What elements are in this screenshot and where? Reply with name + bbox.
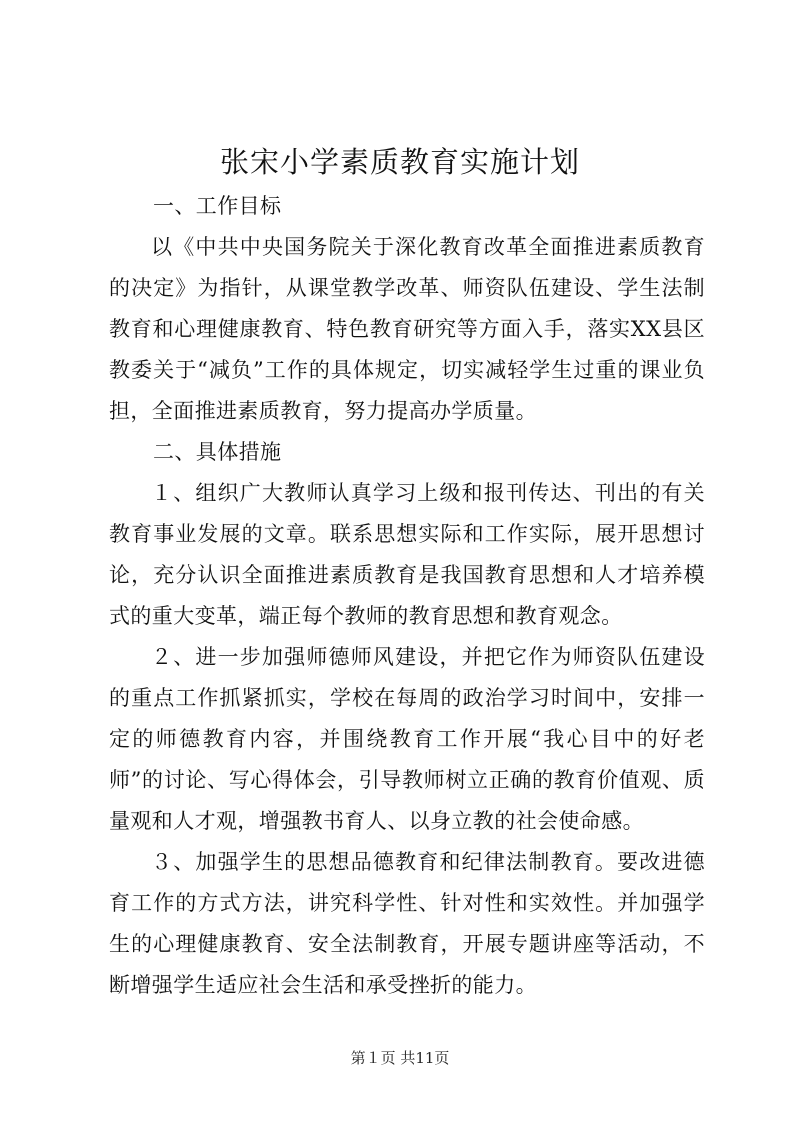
paragraph-measure-1: １、组织广大教师认真学习上级和报刊传达、刊出的有关教育事业发展的文章。联系思想实际和工作实际，展开思想讨论，充分认识全面推进素质教育是我国教育思想和人才培养模式的重大变革，端正每个教师的教育思想和教育观念。 [109, 481, 705, 628]
section-heading-measures: 二、具体措施 [153, 440, 282, 464]
page-number-footer: 第１页 共11页 [350, 1049, 450, 1067]
paragraph-measure-3: ３、加强学生的思想品德教育和纪律法制教育。要改进德育工作的方式方法，讲究科学性、针对性和实效性。并加强学生的心理健康教育、安全法制教育，开展专题讲座等活动，不断增强学生适应社会生活和承受挫折的能力。 [109, 850, 705, 997]
page-title: 张宋小学素质教育实施计划 [219, 145, 580, 179]
paragraph-goals: 以《中共中央国务院关于深化教育改革全面推进素质教育的决定》为指针，从课堂教学改革、师资队伍建设、学生法制教育和心理健康教育、特色教育研究等方面入手，落实XX县区教委关于“减负”工作的具体规定，切实减轻学生过重的课业负担，全面推进素质教育，努力提高办学质量。 [109, 235, 705, 423]
document-body [109, 186, 705, 1006]
section-heading-goals: 一、工作目标 [153, 194, 282, 218]
paragraph-measure-2: ２、进一步加强师德师风建设，并把它作为师资队伍建设的重点工作抓紧抓实，学校在每周的政治学习时间中，安排一定的师德教育内容，并围绕教育工作开展“我心目中的好老师”的讨论、写心得体会，引导教师树立正确的教育价值观、质量观和人才观，增强教书育人、以身立教的社会使命感。 [109, 645, 705, 833]
